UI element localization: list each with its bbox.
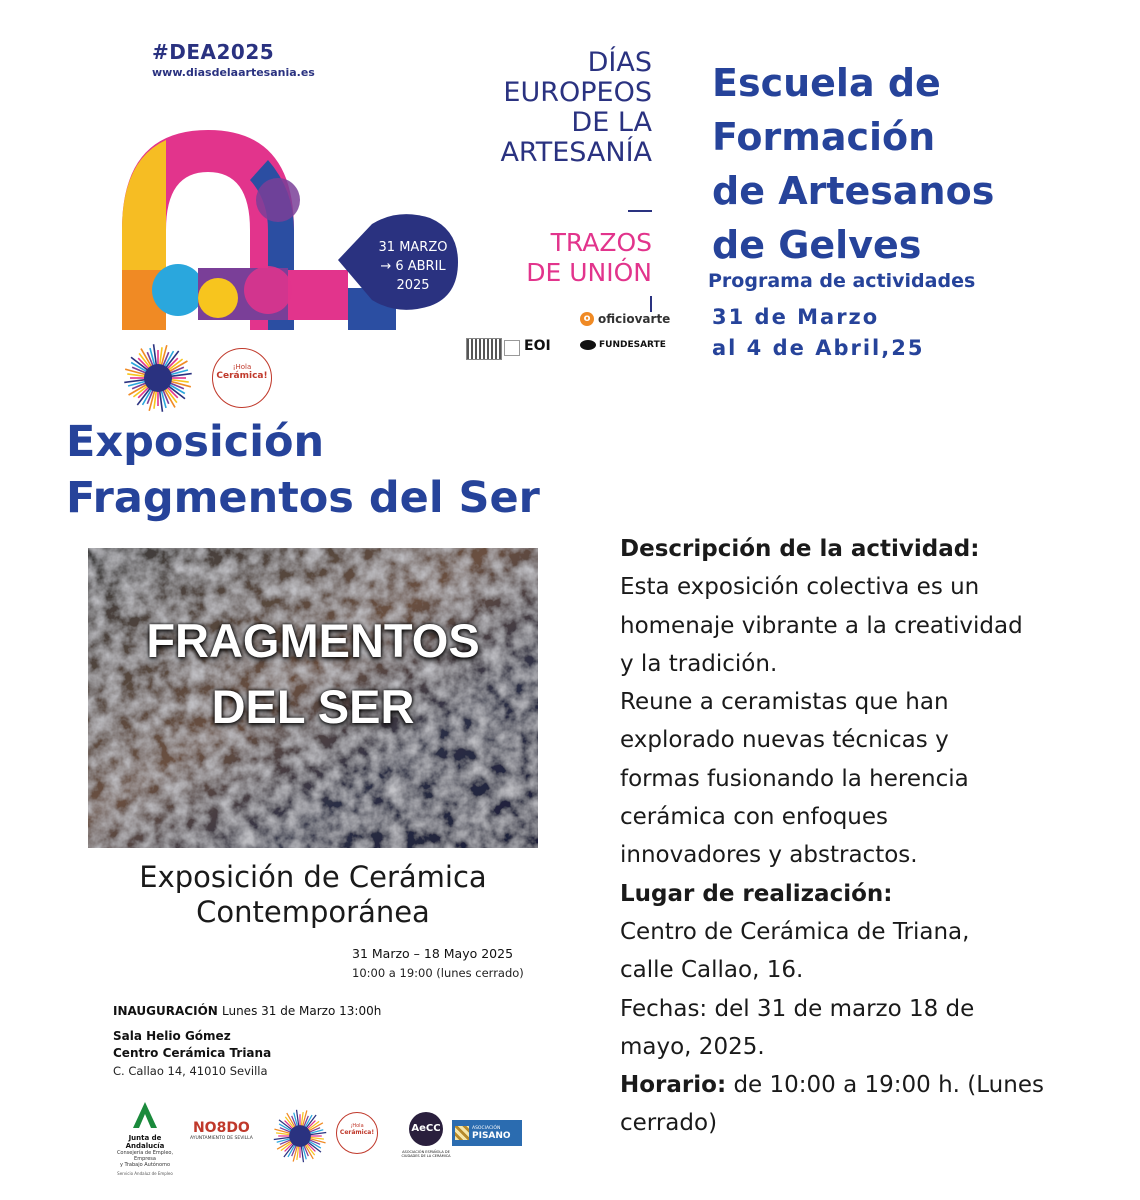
dea-sunburst-logo-small	[272, 1108, 328, 1164]
ministry-icon	[504, 340, 520, 356]
website-link[interactable]: www.diasdelaartesania.es	[152, 66, 315, 79]
school-title-line: de Gelves	[712, 223, 922, 267]
dea-sunburst-logo	[122, 342, 194, 414]
poster-address: C. Callao 14, 41010 Sevilla	[113, 1064, 268, 1078]
description-line: y la tradición.	[620, 650, 778, 677]
event-theme-line: DE UNIÓN	[526, 258, 652, 287]
school-title	[712, 56, 994, 272]
fundesarte-icon	[580, 340, 596, 350]
exhibition-title-line: Exposición	[66, 417, 325, 467]
description-line: Reune a ceramistas que han	[620, 689, 949, 716]
exhibition-title-line: Fragmentos del Ser	[66, 473, 540, 523]
description-line: explorado nuevas técnicas y	[620, 727, 949, 754]
exhibition-title	[66, 414, 540, 526]
badge-line-2: → 6 ABRIL	[380, 259, 446, 274]
badge-line-1: 31 MARZO	[378, 240, 448, 255]
school-title-line: Formación	[712, 115, 936, 159]
oficio-icon: o	[580, 312, 594, 326]
sponsor-fundesarte: FUNDESARTE	[580, 340, 666, 350]
dates-line: mayo, 2025.	[620, 1033, 765, 1060]
description-line: homenaje vibrante a la creatividad	[620, 612, 1023, 639]
badge-line-3: 2025	[396, 278, 430, 293]
event-title-line: EUROPEOS	[503, 77, 652, 108]
description-line: formas fusionando la herencia	[620, 765, 969, 792]
tile-icon	[455, 1126, 469, 1140]
dates-line: Fechas: del 31 de marzo 18 de	[620, 995, 975, 1022]
description-line: innovadores y abstractos.	[620, 842, 918, 869]
event-theme-line: TRAZOS	[550, 228, 652, 257]
poster-date-range: 31 Marzo – 18 Mayo 2025	[352, 946, 514, 961]
poster-image-title: FRAGMENTOS DEL SER	[146, 614, 480, 733]
description-line: cerámica con enfoques	[620, 804, 889, 831]
hola-ceramica-logo: ¡Hola Cerámica!	[212, 348, 272, 408]
place-line: Centro de Cerámica de Triana,	[620, 918, 970, 945]
poster-venue: Sala Helio Gómez Centro Cerámica Triana	[113, 1029, 272, 1060]
program-label: Programa de actividades	[708, 270, 976, 292]
place-heading: Lugar de realización:	[620, 880, 893, 907]
hola-ceramica-logo-small: ¡Hola Cerámica!	[336, 1112, 378, 1154]
event-title-line: DÍAS	[587, 47, 652, 78]
school-title-line: de Artesanos	[712, 169, 995, 213]
sponsor-oficiovarte	[580, 312, 670, 326]
poster-inauguration: INAUGURACIÓN Lunes 31 de Marzo 13:00h	[113, 1004, 382, 1018]
program-date-line: 31 de Marzo	[712, 305, 880, 329]
hashtag: #DEA2025	[152, 40, 275, 64]
poster-subtitle: Exposición de Cerámica Contemporánea	[139, 860, 487, 929]
junta-icon	[130, 1100, 160, 1130]
description-line: Esta exposición colectiva es un	[620, 574, 980, 601]
place-line: calle Callao, 16.	[620, 957, 804, 984]
description-heading: Descripción de la actividad:	[620, 536, 980, 562]
event-title	[440, 48, 652, 168]
no8do-logo: NO8DO AYUNTAMIENTO DE SEVILLA	[190, 1120, 253, 1141]
program-date-line: al 4 de Abril,25	[712, 336, 925, 360]
junta-andalucia-logo: Junta de Andalucía Consejería de Empleo, Empresa y Trabajo Autónomo Servicio Andaluz de Empleo	[110, 1100, 180, 1176]
divider	[628, 210, 652, 212]
sponsor-label: oficiovarte	[598, 312, 671, 326]
program-dates	[712, 302, 924, 364]
event-theme	[440, 228, 652, 288]
event-title-line: ARTESANÍA	[500, 137, 652, 168]
divider	[650, 296, 652, 312]
hours-line: cerrado)	[620, 1110, 718, 1137]
school-title-line: Escuela de	[712, 61, 941, 105]
dea-arch-logo	[118, 120, 458, 335]
event-title-line: DE LA	[571, 107, 652, 138]
sponsor-eoi: EOI	[524, 338, 551, 354]
aecc-logo: AeCC ASOCIACIÓN ESPAÑOLA DE CIUDADES DE LA CERÁMICA	[390, 1112, 462, 1158]
activity-description	[620, 530, 1090, 1143]
poster-hours: 10:00 a 19:00 (lunes cerrado)	[352, 966, 524, 980]
hours-line: Horario: de 10:00 a 19:00 h. (Lunes	[620, 1072, 1044, 1099]
asociacion-pisano-logo: ASOCIACIÓN PISANO	[452, 1120, 522, 1146]
government-crest-icon	[466, 338, 502, 360]
